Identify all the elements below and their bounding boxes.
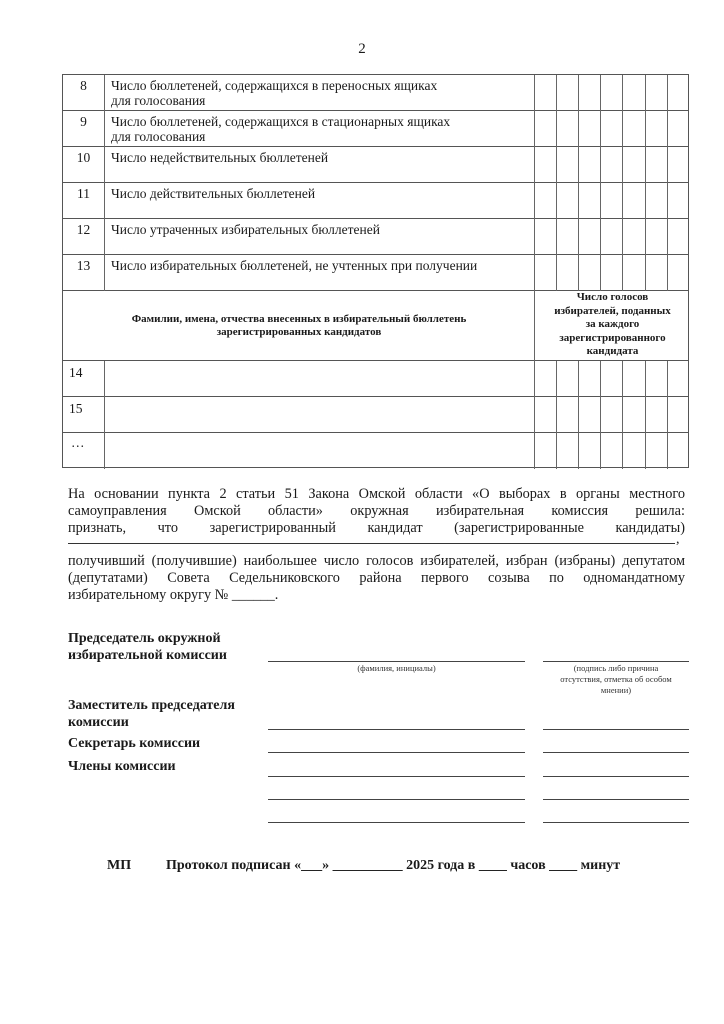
row-number: 11: [77, 186, 90, 201]
decision-paragraph-bottom: [68, 553, 685, 605]
digit-col-line: [667, 361, 668, 469]
votes-header-line: избирателей, поданных: [554, 304, 671, 317]
deputy-label-line: Заместитель председателя: [68, 698, 235, 713]
row-number: 13: [76, 258, 91, 273]
decision-line: самоуправления Омской области» окружная избирательная комиссия решила:: [68, 503, 685, 520]
digit-col-line: [578, 75, 579, 291]
digit-col-line: [556, 361, 557, 469]
row-label: [111, 114, 450, 144]
member-name-line[interactable]: [268, 776, 525, 777]
row-label: Число утраченных избирательных бюллетеней: [111, 222, 380, 237]
row-divider: [63, 254, 688, 255]
chairman-signature-line[interactable]: [543, 661, 689, 662]
members-label: Члены комиссии: [68, 759, 176, 774]
signature-caption-line: мнении): [600, 685, 632, 695]
digit-col-line: [667, 75, 668, 291]
chairman-label: [68, 630, 227, 664]
decision-line: признать, что зарегистрированный кандидат (зарегистрированные кандидаты): [68, 520, 685, 537]
name-caption: (фамилия, инициалы): [357, 663, 436, 673]
row-label: Число действительных бюллетеней: [111, 186, 316, 201]
digit-col-line: [622, 361, 623, 469]
digit-col-line: [622, 75, 623, 291]
candidate-name-blank[interactable]: [68, 543, 675, 544]
decision-line: На основании пункта 2 статьи 51 Закона Омской области «О выборах в органы местного: [68, 486, 685, 502]
candidates-header-line: Фамилии, имена, отчества внесенных в избирательный бюллетень: [131, 312, 467, 325]
votes-header-line: за каждого: [585, 318, 640, 331]
decision-line: (депутатами) Совета Седельниковского района первого созыва по одномандатному: [68, 570, 685, 587]
member-signature-line[interactable]: [543, 799, 689, 800]
row-number: 8: [80, 78, 87, 93]
row-divider: [63, 146, 688, 147]
row-label-line: Число бюллетеней, содержащихся в стационарных ящиках: [111, 114, 451, 129]
num-col-divider: [104, 75, 105, 291]
member-name-line[interactable]: [268, 799, 525, 800]
signed-at-text: Протокол подписан «___» __________ 2025 года в ____ часов ____ минут: [166, 858, 621, 873]
digit-col-line: [578, 361, 579, 469]
digit-col-line: [556, 75, 557, 291]
votes-header: [535, 291, 690, 361]
digit-col-line: [600, 361, 601, 469]
row-divider: [63, 396, 688, 397]
candidate-row-number: 14: [69, 365, 83, 380]
blank-comma: ,: [676, 532, 680, 547]
digits-col-divider: [534, 75, 535, 469]
member-signature-line[interactable]: [543, 776, 689, 777]
row-divider: [63, 110, 688, 111]
votes-header-line: Число голосов: [576, 291, 649, 303]
member-signature-line[interactable]: [543, 822, 689, 823]
candidate-row-number: …: [71, 435, 85, 450]
deputy-label: [68, 697, 235, 731]
row-label: [111, 78, 437, 108]
row-label-line: Число бюллетеней, содержащихся в переносных ящиках: [111, 78, 438, 93]
results-table: [62, 74, 689, 468]
deputy-label-line: комиссии: [68, 715, 129, 730]
row-label: Число избирательных бюллетеней, не учтенных при получении: [111, 258, 478, 273]
votes-header-line: кандидата: [586, 345, 639, 358]
decision-line: получивший (получившие) наибольшее число голосов избирателей, избран (избраны) депутатом: [68, 553, 685, 569]
row-divider: [63, 218, 688, 219]
candidates-header-line: зарегистрированных кандидатов: [216, 326, 382, 338]
row-label-line: для голосования: [111, 129, 206, 144]
digit-col-line: [645, 361, 646, 469]
digit-col-line: [645, 75, 646, 291]
chairman-label-line: избирательной комиссии: [68, 648, 227, 663]
row-number: 10: [76, 150, 91, 165]
deputy-name-line[interactable]: [268, 729, 525, 730]
candidates-header: [63, 291, 535, 361]
row-divider: [63, 182, 688, 183]
chairman-name-line[interactable]: [268, 661, 525, 662]
deputy-signature-line[interactable]: [543, 729, 689, 730]
decision-line: избирательному округу № ______.: [68, 587, 279, 604]
secretary-signature-line[interactable]: [543, 752, 689, 753]
member-name-line[interactable]: [268, 822, 525, 823]
votes-header-line: зарегистрированного: [559, 331, 666, 344]
signature-caption-line: (подпись либо причина: [573, 663, 659, 673]
row-number: 9: [80, 114, 87, 129]
row-label-line: для голосования: [111, 93, 206, 108]
row-number: 12: [76, 222, 91, 237]
signature-caption-line: отсутствия, отметка об особом: [560, 674, 672, 684]
secretary-name-line[interactable]: [268, 752, 525, 753]
page-number: 2: [358, 41, 366, 57]
stamp-label: МП: [107, 858, 132, 873]
row-label: Число недействительных бюллетеней: [111, 150, 329, 165]
digit-col-line: [600, 75, 601, 291]
signature-caption: [543, 663, 689, 696]
row-divider: [63, 432, 688, 433]
decision-paragraph-top: [68, 486, 685, 538]
candidate-row-number: 15: [69, 401, 83, 416]
chairman-label-line: Председатель окружной: [68, 631, 221, 646]
secretary-label: Секретарь комиссии: [68, 736, 201, 751]
